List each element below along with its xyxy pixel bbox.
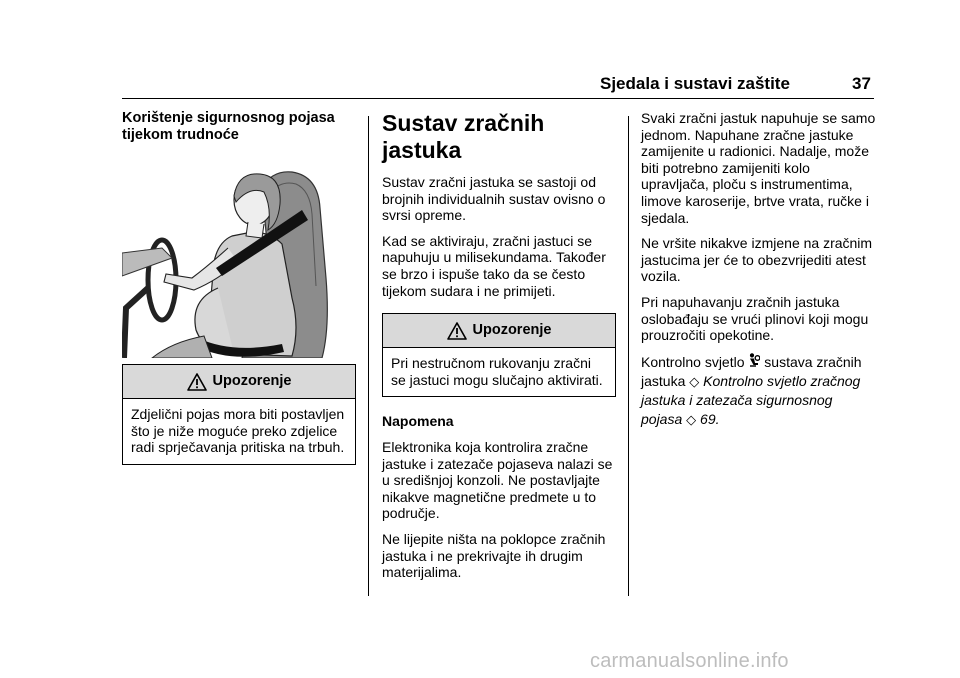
note-heading: Napomena [382,413,454,430]
indicator-text: Kontrolno svjetlo [641,353,745,370]
paragraph: Pri napuhavanju zračnih jastuka oslobađaju se vrući plinovi koji mogu prouzročiti opekotine. [641,293,869,344]
warning-text: Zdjelični pojas mora biti postavljen što je niže moguće preko zdjelice radi sprječavanja pritiska na trbuh. [131,406,345,456]
right-column [641,110,877,438]
paragraph: Ne vršite nikakve izmjene na zračnim jastucima jer će to obezvrijediti atest vozila. [641,235,873,285]
pregnant-woman-seatbelt-illustration [122,158,354,358]
paragraph: Elektronika koja kontrolira zračne jastuke i zatezače pojaseva nalazi se u središnjoj konzoli. Ne postavljajte nikakve magnetične predmete u to područje. [382,438,613,522]
paragraph: Sustav zračni jastuka se sastoji od brojnih individualnih sustav ovisno o svrsi opreme. [382,174,606,224]
warning-title: Upozorenje [212,373,292,390]
page-number: 37 [852,74,871,93]
cross-reference-arrow-icon: ◇ [686,411,697,427]
cross-reference-page[interactable]: 69. [700,410,720,427]
indicator-text-tail: sustava zračnih jastuka [641,353,862,389]
warning-header [383,314,615,348]
warning-triangle-icon [187,373,207,391]
watermark: carmanualsonline.info [590,650,789,672]
warning-text: Pri nestručnom rukovanju zračni se jastuci mogu slučajno aktivirati. [391,355,603,388]
warning-title: Upozorenje [472,322,552,339]
warning-box-pregnancy [122,364,356,465]
cross-reference-arrow-icon: ◇ [689,373,700,389]
paragraph: Kad se aktiviraju, zračni jastuci se napuhuju u milisekundama. Također se brzo i ispuše tako da se često tijekom sudara i ne primijeti. [382,232,606,299]
column-divider-left [368,116,369,596]
warning-triangle-icon [447,322,467,340]
header-divider [122,98,874,99]
cross-reference-link[interactable]: Kontrolno svjetlo zračnog jastuka i zatezača sigurnosnog pojasa [641,372,861,427]
section-heading-airbag-system: Sustav zračnih jastuka [382,110,545,163]
section-title: Sjedala i sustavi zaštite [600,74,790,93]
paragraph: Ne lijepite ništa na poklopce zračnih jastuka i ne prekrivajte ih drugim materijalima. [382,530,606,581]
middle-column [382,110,616,590]
section-heading-pregnancy: Korištenje sigurnosnog pojasa tijekom trudnoće [122,110,335,143]
warning-box-airbag [382,313,616,397]
paragraph: Svaki zračni jastuk napuhuje se samo jednom. Napuhane zračne jastuke zamijenite u radionici. Nadalje, može biti potrebno zamijeniti kolo upravljača, ploču s instrumentima, limove karoserije, brtve vrata, ručke i sjedala. [641,110,876,226]
warning-header [123,365,355,399]
airbag-warning-icon [748,353,760,368]
left-column [122,110,356,481]
indicator-paragraph [641,353,877,429]
column-divider-right [628,116,629,596]
